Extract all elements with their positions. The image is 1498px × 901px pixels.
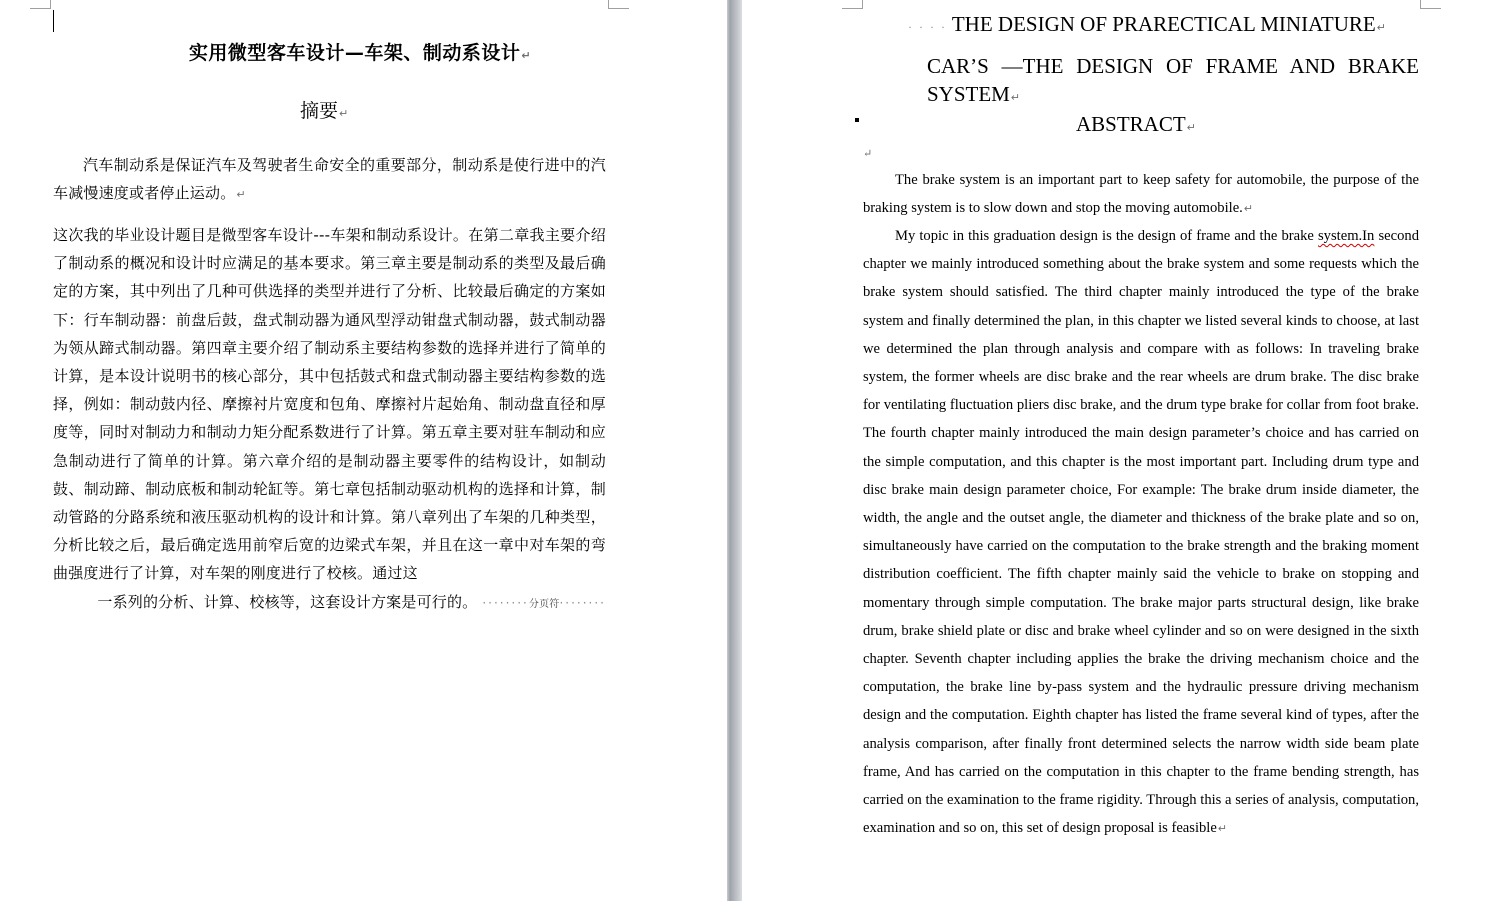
crop-mark [608,0,629,9]
paragraph-mark-icon: ↵ [1243,203,1254,216]
en-abstract-heading[interactable]: ABSTRACT↵ [1076,112,1196,136]
cn-abstract-heading[interactable]: 摘要↵ [300,100,349,122]
en-title-line-1[interactable]: · · · · THE DESIGN OF PRARECTICAL MINIATURE↵ [908,12,1386,36]
page-break-marker: ········分页符········ [482,595,606,610]
cn-paragraph-1[interactable]: 汽车制动系是保证汽车及驾驶者生命安全的重要部分，制动系是使行进中的汽车减慢速度或者停止运动。↵ [53,156,606,203]
paragraph-mark-icon: ↵ [1376,22,1386,34]
paragraph-mark-icon: ↵ [1186,122,1196,134]
en-paragraph-2[interactable]: My topic in this graduation design is the design of frame and the brake system.In second chapter we mainly introduced something about the brake system and some requests which the brake system should satisfied. The third chapter mainly introduced the type of the brake system and finally determined the plan, in this chapter we listed several kinds to choose, at last we determined the plan through analysis and compare with as follows: In traveling brake system, the former wheels are disc brake and the rear wheels are drum brake. The disc brake for ventilating fluctuation pliers disc brake, and the drum type brake for collar from foot brake. The fourth chapter mainly introduced the main design parameter’s choice and has carried on the simple computation, and this chapter is the most important part. Including drum type and disc brake main design parameter choice, For example: The brake drum inside diameter, the width, the angle and the outset angle, the diameter and thickness of the brake plate and so on, simultaneously have carried on the computation to the brake strength and the braking moment distribution coefficient. The fifth chapter mainly said the vehicle to brake on stopping and momentary through simple computation. The brake major parts structural design, like brake drum, brake shield plate or disc and brake wheel cylinder and so on were designed in the sixth chapter. Seventh chapter including applies the brake the driving mechanism choice and the computation, the brake line by-pass system and the hydraulic pressure driving mechanism design and the computation. Eighth chapter has listed the frame several kind of types, after the analysis comparison, after finally front determined selects the narrow width side beam plate frame, And has carried on the computation in this chapter to the frame bending strength, has carried on the examination to the frame rigidity. Through this a series of analysis, computation, examination and so on, this set of design proposal is feasible↵ [863,228,1419,837]
paragraph-mark-icon: ↵ [236,188,246,202]
bullet-icon [855,118,859,122]
crop-mark [30,0,51,9]
spelling-error-word[interactable]: system.In [1318,228,1375,244]
en-paragraph-1[interactable]: The brake system is an important part to keep safety for automobile, the purpose of the braking system is to slow down and stop the moving automobile.↵ [863,172,1419,217]
crop-mark [842,0,863,9]
cn-title[interactable]: 实用微型客车设计—车架、制动系设计↵ [188,42,532,64]
text-cursor [53,10,54,32]
empty-paragraph[interactable] [862,142,872,161]
paragraph-mark-icon: ↵ [339,107,349,120]
paragraph-mark-icon: ↵ [1010,92,1021,104]
cn-paragraph-2-last-line: 一系列的分析、计算、校核等，这套设计方案是可行的。 ········分页符········ [97,592,606,611]
crop-mark [1420,0,1441,9]
paragraph-mark-icon: ↵ [521,49,532,62]
cn-paragraph-2[interactable]: 这次我的毕业设计题目是微型客车设计---车架和制动系设计。在第二章我主要介绍了制动系的概况和设计时应满足的基本要求。第三章主要是制动系的类型及最后确定的方案，其中列出了几种可供选择的类型并进行了分析、比较最后确定的方案如下：行车制动器：前盘后鼓，盘式制动器为通风型浮动钳盘式制动器，鼓式制动器为领从蹄式制动器。第四章主要介绍了制动系主要结构参数的选择并进行了简单的计算，是本设计说明书的核心部分，其中包括鼓式和盘式制动器主要结构参数的选择，例如：制动鼓内径、摩擦衬片宽度和包角、摩擦衬片起始角、制动盘直径和厚度等，同时对制动力和制动力矩分配系数进行了计算。第五章主要对驻车制动和应急制动进行了简单的计算。第六章介绍的是制动器主要零件的结构设计，如制动鼓、制动蹄、制动底板和制动轮缸等。第七章包括制动驱动机构的选择和计算，制动管路的分路系统和液压驱动机构的设计和计算。第八章列出了车架的几种类型，分析比较之后，最后确定选用前窄后宽的边梁式车架，并且在这一章中对车架的弯曲强度进行了计算，对车架的刚度进行了校核。通过这 一系列的分析、计算、校核等，这套设计方案是可行的。 ········分页符········ [53,221,606,619]
page-gutter [727,0,742,901]
paragraph-mark-icon: ↵ [1217,823,1228,836]
en-title-line-2[interactable]: CAR’S —THE DESIGN OF FRAME AND BRAKE SYSTEM↵ [927,54,1419,106]
paragraph-mark-icon: ↵ [863,147,873,160]
